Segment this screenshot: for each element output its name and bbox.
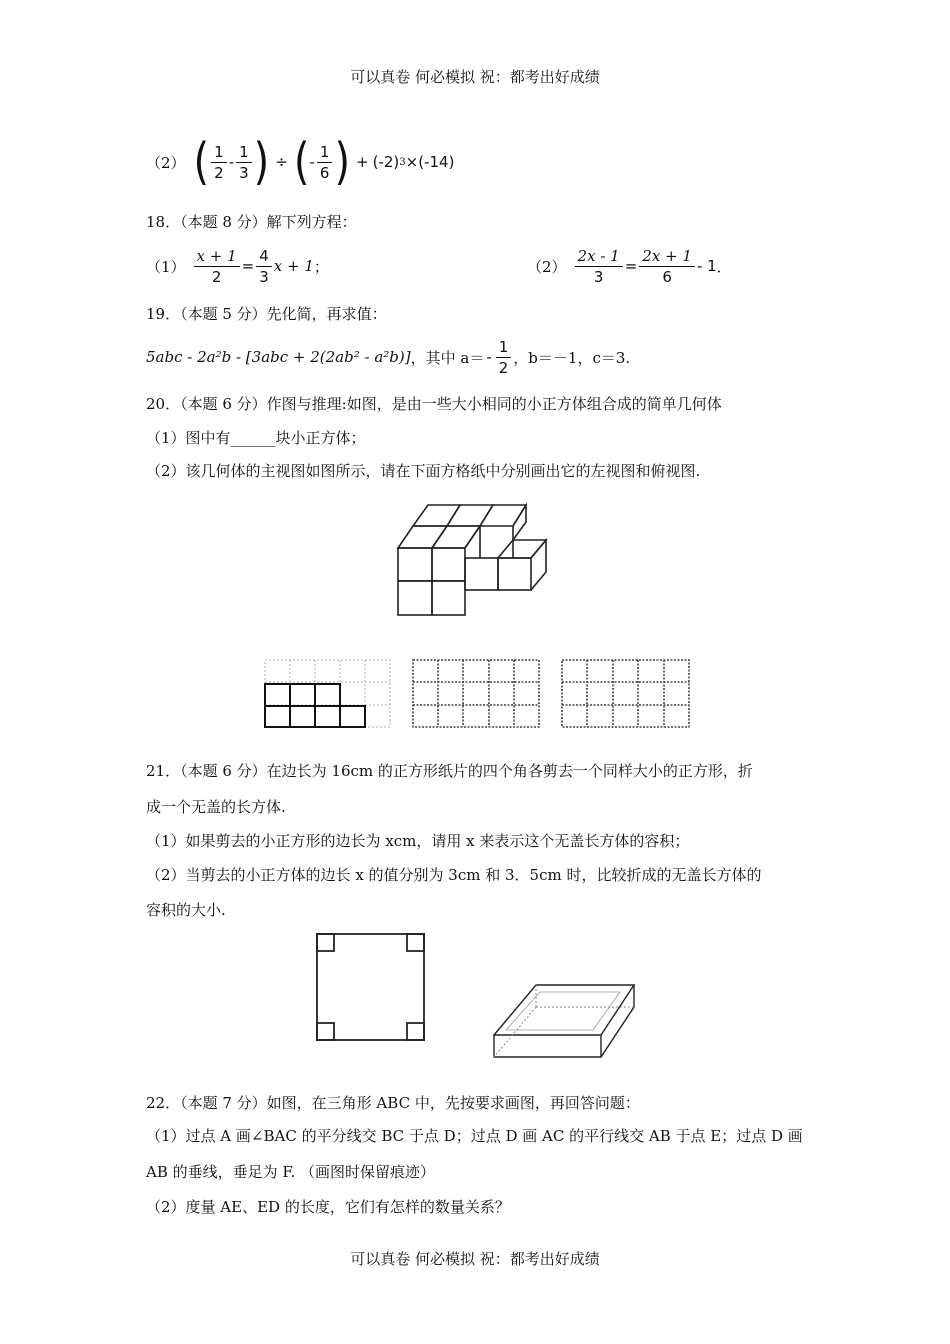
q20-part1: （1）图中有______块小正方体； [146,429,366,447]
top-view-grid [562,660,689,728]
q18-title: 18．（本题 8 分）解下列方程： [146,213,357,231]
negative-sign: - [486,348,492,366]
q20-part2: （2）该几何体的主视图如图所示，请在下面方格纸中分别画出它的左视图和俯视图. [146,462,701,480]
equals-sign: = [241,257,255,275]
q22-title: 22．（本题 7 分）如图，在三角形 ABC 中，先按要求画图，再回答问题： [146,1094,640,1112]
fraction-1-3 [236,142,252,183]
page-footer: 可以真卷 何必模拟 祝：都考出好成绩 [350,1250,600,1268]
denominator: 2 [211,267,222,286]
q21-line1: 21．（本题 6 分）在边长为 16cm 的正方形纸片的四个角各剪去一个同样大小的正方形，折 [146,762,753,780]
where-clause: ，其中 a＝ [410,348,485,367]
open-box-figure [492,983,638,1060]
algebraic-expression: 5abc - 2a²b - [3abc + 2(2ab² - a²b)] [146,348,411,366]
divide-sign: ÷ [275,153,288,171]
right-paren: ) [334,133,351,191]
right-paren: ) [253,133,270,191]
numerator: 1 [211,142,227,163]
denominator: 2 [214,163,224,182]
q17-part2-label: （2） [146,153,186,172]
numerator: 2x + 1 [639,246,695,267]
fraction-2x-minus-1-over-3 [575,246,623,287]
cube-side-faces [465,505,546,590]
q18-part1-label: （1） [146,257,186,276]
q21-line2: 成一个无盖的长方体. [146,798,286,816]
negative-sign: - [309,153,315,171]
denominator: 2 [498,358,509,377]
front-view-grid [265,660,390,728]
fraction-4-3 [256,246,272,287]
denominator: 6 [319,163,330,182]
q19-title: 19．（本题 5 分）先化简，再求值： [146,305,387,323]
cube-assembly-figure [380,500,580,620]
numerator: 2x - 1 [575,246,623,267]
left-paren: ( [193,133,210,191]
numerator: 4 [256,246,272,267]
fraction-1-2 [496,337,512,378]
numerator: 1 [236,142,252,163]
power-base: (-2) [372,153,400,171]
q20-title: 20．（本题 6 分）作图与推理:如图，是由一些大小相同的小正方体组合成的简单几何体 [146,395,722,413]
page-header: 可以真卷 何必模拟 祝：都考出好成绩 [350,68,600,86]
tail-term: x + 1 [273,257,314,275]
fraction-2x-plus-1-over-6 [639,246,695,287]
q21-part2-line1: （2）当剪去的小正方体的边长 x 的值分别为 3cm 和 3．5cm 时，比较折成的无盖长方体的 [146,866,762,884]
q22-part2: （2）度量 AE、ED 的长度，它们有怎样的数量关系？ [146,1198,510,1216]
fraction-1-6 [317,142,333,183]
numerator: x + 1 [194,246,240,267]
remaining-values: ，b＝－1，c＝3. [513,348,631,367]
denominator: 3 [239,163,249,182]
q17-part2-expression [146,133,455,191]
equals-sign: = [624,257,638,275]
exponent: 3 [399,156,406,168]
q21-part1: （1）如果剪去的小正方形的边长为 xcm，请用 x 来表示这个无盖长方体的容积； [146,832,690,850]
q18-equation-2 [527,244,732,288]
paper-square-figure [316,933,426,1043]
numerator: 1 [496,337,512,358]
period: ． [716,257,732,276]
denominator: 3 [593,267,604,286]
q21-part2-line2: 容积的大小. [146,901,226,919]
q19-expression [146,334,630,380]
semicolon: ； [313,257,329,276]
plus-sign: + [356,153,369,171]
q22-part1-line1: （1）过点 A 画∠BAC 的平分线交 BC 于点 D；过点 D 画 AC 的平行线交 AB 于点 E；过点 D 画 [146,1127,803,1145]
front-view-drawing [265,684,365,727]
denominator: 6 [662,267,672,286]
q18-part2-label: （2） [527,257,567,276]
numerator: 1 [317,142,333,163]
multiply-term: ×(-14) [405,153,455,171]
fraction-1-2 [211,142,227,183]
q22-part1-line2: AB 的垂线，垂足为 F. （画图时保留痕迹） [146,1163,436,1181]
left-view-grid [413,660,539,728]
left-paren: ( [293,133,310,191]
q18-equation-1 [146,244,329,288]
denominator: 3 [259,267,269,286]
minus-sign: - [228,153,235,171]
fraction-x-plus-1-over-2 [194,246,240,287]
cube-top-faces [398,505,546,558]
tail-term: - 1 [696,257,717,275]
